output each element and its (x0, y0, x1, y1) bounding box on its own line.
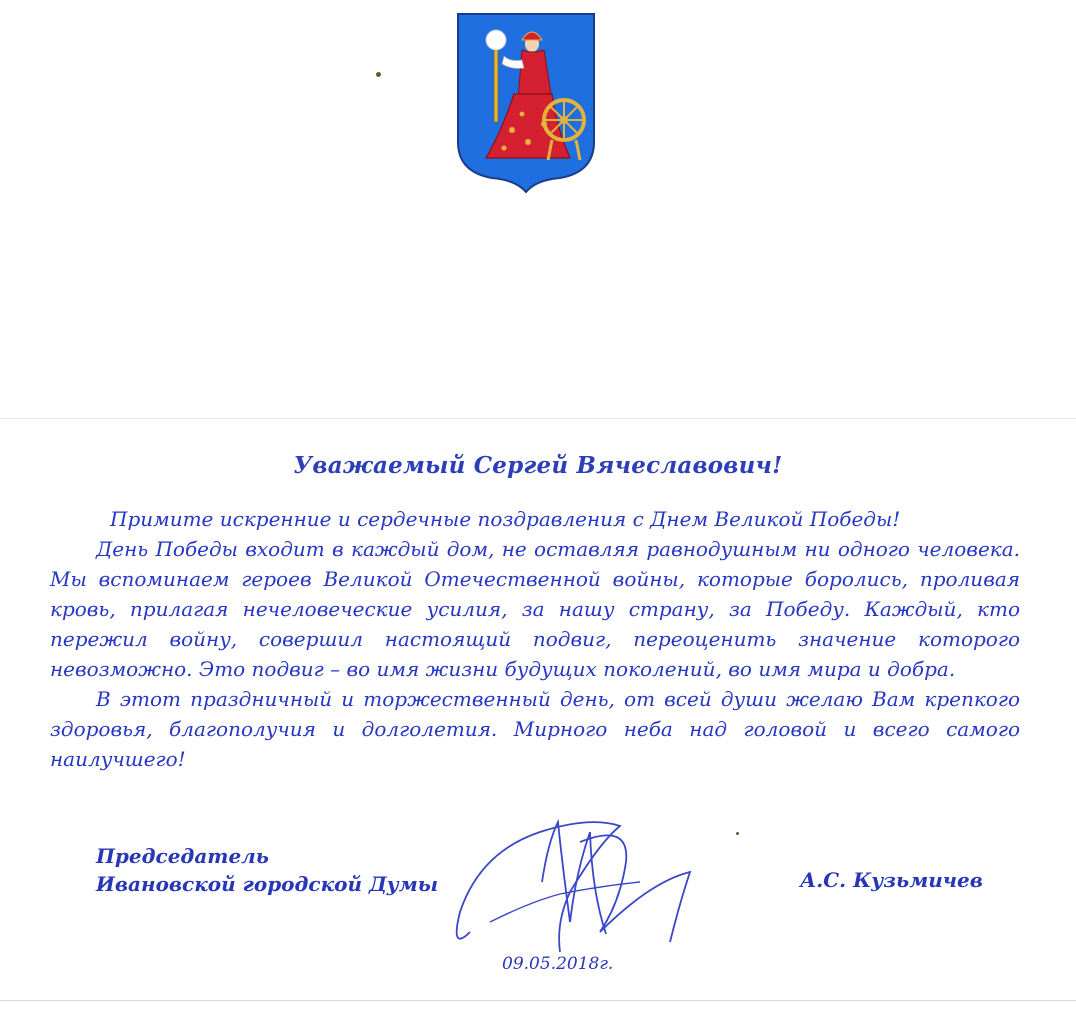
paragraph-greeting: Примите искренние и сердечные поздравления с Днем Великой Победы! (110, 507, 901, 531)
paper-speck (736, 832, 739, 835)
signatory-title-line2: Ивановской городской Думы (96, 872, 439, 896)
signatory-title (96, 842, 438, 898)
coat-of-arms-icon (452, 10, 600, 194)
paper-bottom-edge (0, 1000, 1076, 1001)
paragraph-victory-day: День Победы входит в каждый дом, не оставляя равнодушным ни одного человека. Мы вспоминаем героев Великой Отечественной войны, которые боролись, проливая кровь, прилагая нечеловеческие усилия, за нашу страну, за Победу. Каждый, кто пережил войну, совершил настоящий подвиг, переоценить значение которого невозможно. Это подвиг – во имя жизни будущих поколений, во имя мира и добра. (50, 537, 1020, 681)
letter-body (50, 504, 1020, 774)
paper-fold-line (0, 418, 1076, 419)
signatory-name: А.С. Кузьмичев (800, 868, 983, 892)
paragraph-wishes: В этот праздничный и торжественный день, от всей души желаю Вам крепкого здоровья, благополучия и долголетия. Мирного неба над головой и всего самого наилучшего! (50, 687, 1020, 771)
salutation: Уважаемый Сергей Вячеславович! (293, 452, 783, 479)
paper-speck (376, 72, 381, 77)
letter-date: 09.05.2018г. (502, 954, 614, 974)
signatory-title-line1: Председатель (96, 844, 269, 868)
handwritten-signature-icon (430, 802, 730, 962)
